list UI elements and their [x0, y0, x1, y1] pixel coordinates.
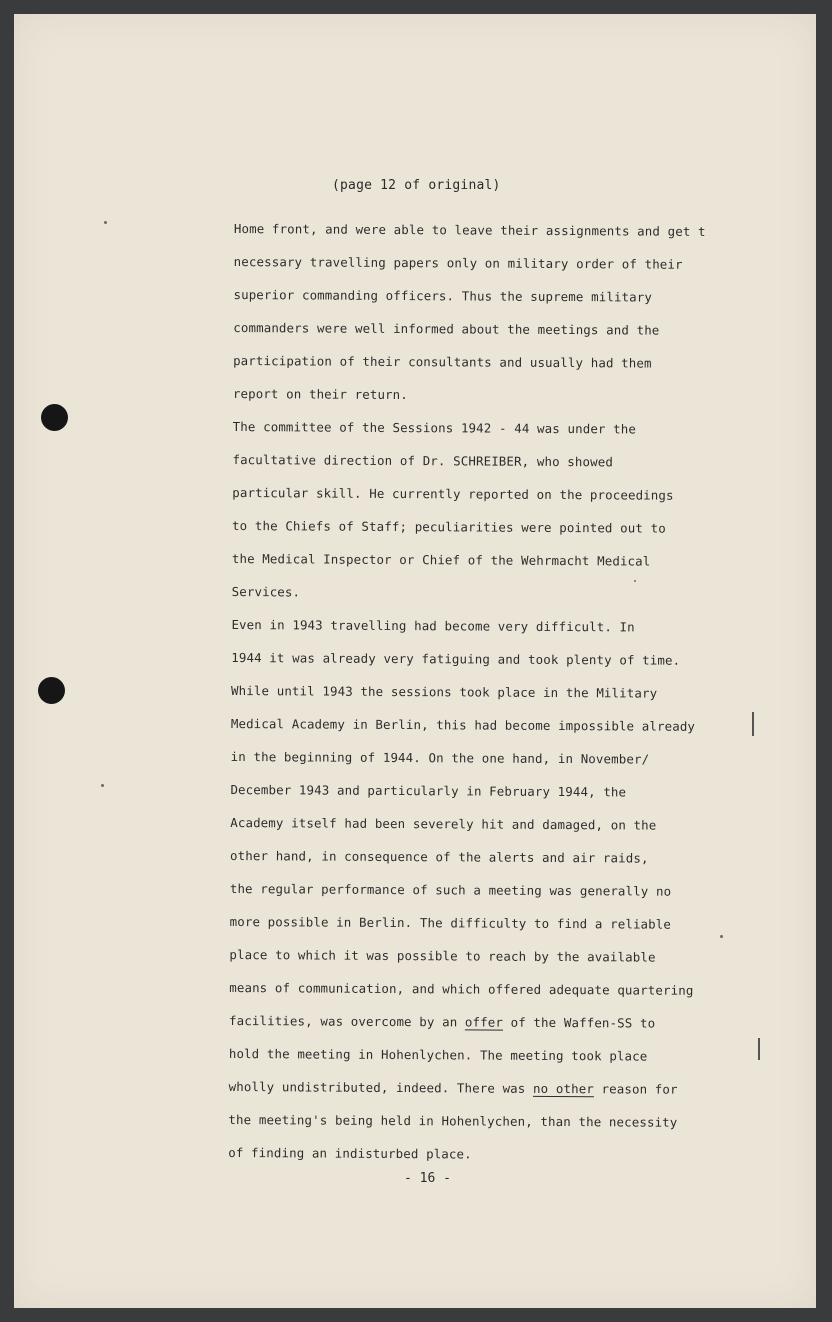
paper-speck [104, 221, 107, 224]
paper-speck [101, 784, 104, 787]
text-line: superior commanding officers. Thus the supreme military [233, 286, 653, 305]
text-line: in the beginning of 1944. On the one hand, in November/ [230, 748, 650, 767]
underlined-text: offer [464, 1014, 504, 1030]
punch-hole-icon [38, 677, 65, 704]
text-line: hold the meeting in Hohenlychen. The meeting took place [228, 1045, 648, 1064]
text-line: 1944 it was already very fatiguing and took plenty of time. [231, 649, 681, 668]
text-line: facultative direction of Dr. SCHREIBER, who showed [232, 451, 614, 470]
text-line: the meeting's being held in Hohenlychen, than the necessity [228, 1111, 678, 1130]
text-line: participation of their consultants and usually had them [233, 352, 652, 371]
text-line: other hand, in consequence of the alerts and air raids, [230, 847, 649, 866]
text-segment: of the Waffen-SS to [502, 1014, 656, 1031]
original-page-label: (page 12 of original) [332, 178, 501, 193]
text-line: Academy itself had been severely hit and damaged, on the [230, 814, 657, 833]
text-line: particular skill. He currently reported on the proceedings [232, 484, 674, 503]
text-line: Even in 1943 travelling had become very difficult. In [231, 616, 635, 635]
text-line: more possible in Berlin. The difficulty to find a reliable [229, 913, 672, 932]
underlined-text: no other [533, 1080, 594, 1097]
text-line: While until 1943 the sessions took place in the Military [231, 682, 658, 701]
text-line: the regular performance of such a meeting was generally no [229, 880, 672, 899]
text-line: the Medical Inspector or Chief of the Wehrmacht Medical [231, 550, 651, 569]
text-line: necessary travelling papers only on military order of their [233, 253, 683, 272]
text-line: commanders were well informed about the meetings and the [233, 319, 660, 338]
text-line: Services. [231, 583, 301, 600]
text-line: of finding an indisturbed place. [228, 1144, 472, 1162]
text-line: means of communication, and which offered adequate quartering [229, 979, 694, 998]
text-line: to the Chiefs of Staff; peculiarities were pointed out to [232, 517, 666, 536]
text-segment: reason for [593, 1081, 678, 1097]
text-line [229, 1070, 759, 1106]
text-line: report on their return. [232, 385, 408, 403]
text-segment: facilities, was overcome by an [229, 1012, 466, 1030]
punch-hole-icon [41, 404, 68, 431]
text-line: The committee of the Sessions 1942 - 44 was under the [232, 418, 637, 437]
text-line: December 1943 and particularly in February 1944, the [230, 781, 627, 800]
text-line: Home front, and were able to leave their assignments and get t [233, 220, 706, 239]
text-segment: wholly undistributed, indeed. There was [228, 1078, 534, 1096]
text-line: Medical Academy in Berlin, this had become impossible already [230, 715, 696, 734]
text-line [229, 1004, 759, 1040]
text-line: place to which it was possible to reach by the available [229, 946, 656, 965]
page-number: - 16 - [404, 1171, 451, 1186]
typed-body-text [228, 212, 764, 1172]
